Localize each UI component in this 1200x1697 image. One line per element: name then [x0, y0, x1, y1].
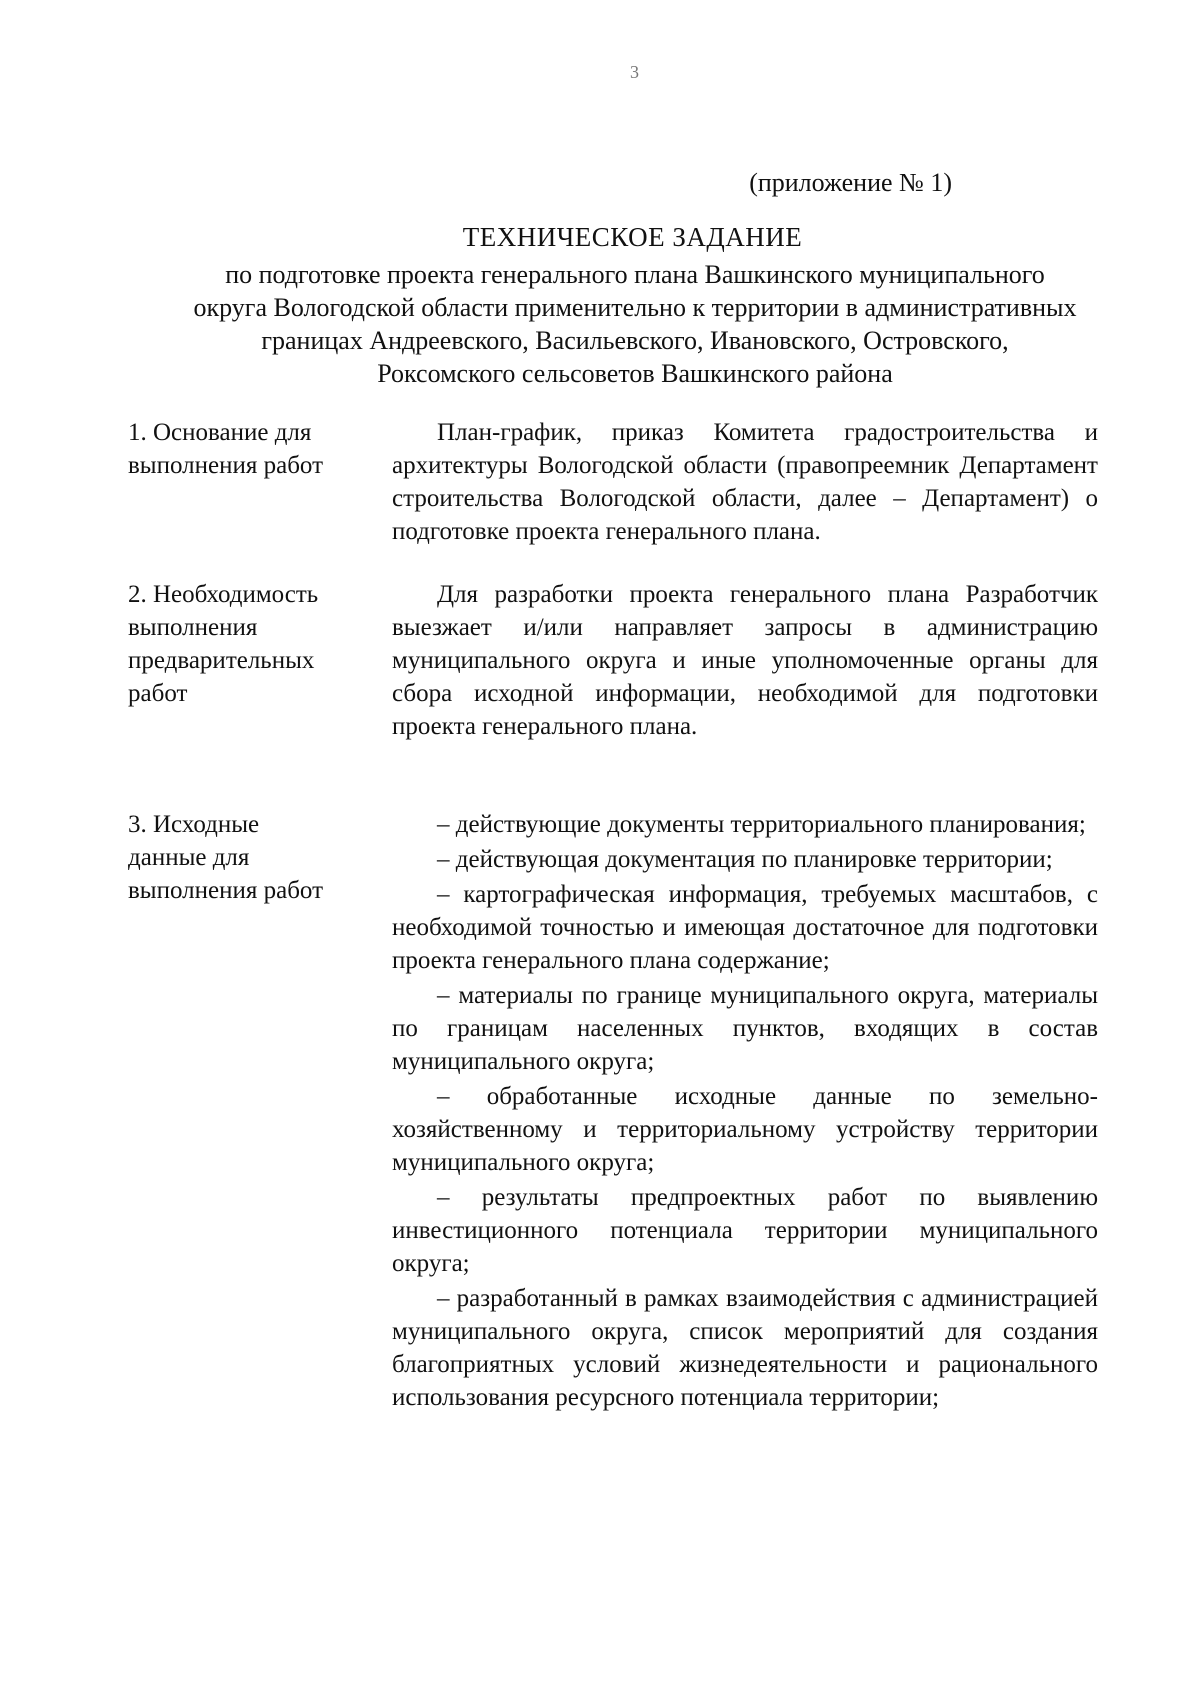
document-subtitle	[135, 258, 1135, 390]
section-label-line: 1. Основание для	[128, 419, 312, 446]
section-label-line: предварительных	[128, 647, 315, 674]
section-text	[392, 808, 1098, 1416]
list-item: – действующая документация по планировке территории;	[437, 846, 1053, 873]
section-label	[128, 808, 368, 907]
source-data-list	[392, 808, 1098, 1414]
list-item: – разработанный в рамках взаимодействия с администрацией муниципального округа, список мероприятий для создания благоприятных условий жизнедеятельности и рационального использования ресурсного потенциала территории;	[392, 1285, 1098, 1411]
section-label	[128, 578, 368, 710]
list-item: – материалы по границе муниципального округа, материалы по границам населенных пунктов, входящих в состав муниципального округа;	[392, 982, 1098, 1075]
list-item: – действующие документы территориального планирования;	[437, 811, 1086, 838]
section-label-line: выполнения	[128, 614, 258, 641]
subtitle-line: округа Вологодской области применительно к территории в административных	[193, 293, 1077, 322]
section-label	[128, 416, 368, 482]
subtitle-line: Роксомского сельсоветов Вашкинского района	[377, 359, 893, 388]
list-item: – результаты предпроектных работ по выявлению инвестиционного потенциала территории муниципального округа;	[392, 1184, 1098, 1277]
section-paragraph: План-график, приказ Комитета градостроительства и архитектуры Вологодской области (правопреемник Департамент строительства Вологодской области, далее – Департамент) о подготовке проекта генерального плана.	[392, 419, 1098, 545]
subtitle-line: границах Андреевского, Васильевского, Ивановского, Островского,	[261, 326, 1009, 355]
section-label-line: 3. Исходные	[128, 811, 260, 838]
page-number: 3	[630, 62, 639, 82]
document-title: ТЕХНИЧЕСКОЕ ЗАДАНИЕ	[462, 222, 803, 252]
section-text	[392, 578, 1098, 743]
section-label-line: данные для	[128, 844, 250, 871]
section-label-line: работ	[128, 680, 188, 707]
subtitle-line: по подготовке проекта генерального плана Вашкинского муниципального	[225, 260, 1045, 289]
section-label-line: 2. Необходимость	[128, 581, 319, 608]
list-item: – картографическая информация, требуемых масштабов, с необходимой точностью и имеющая достаточное для подготовки проекта генерального плана содержание;	[392, 881, 1098, 974]
list-item: – обработанные исходные данные по земельно-хозяйственному и территориальному устройству территории муниципального округа;	[392, 1083, 1098, 1176]
section-text	[392, 416, 1098, 548]
section-label-line: выполнения работ	[128, 452, 324, 479]
section-paragraph: Для разработки проекта генерального плана Разработчик выезжает и/или направляет запросы в администрацию муниципального округа и иные уполномоченные органы для сбора исходной информации, необходимой для подготовки проекта генерального плана.	[392, 581, 1098, 740]
appendix-label: (приложение № 1)	[749, 168, 952, 197]
section-label-line: выполнения работ	[128, 877, 324, 904]
